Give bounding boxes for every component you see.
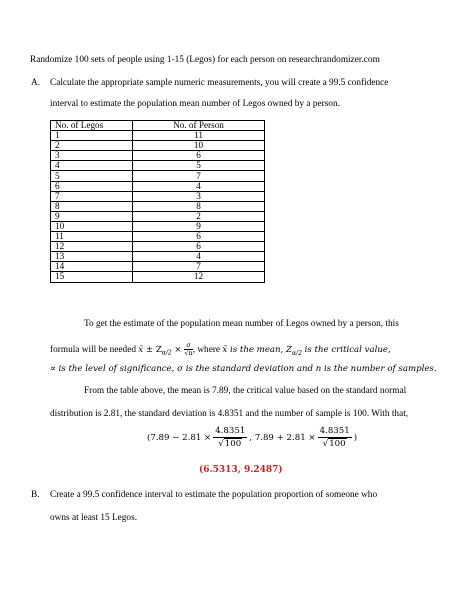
paragraph-line-2 bbox=[50, 342, 391, 357]
confidence-interval-formula bbox=[147, 426, 357, 450]
header-no-of-legos: No. of Legos bbox=[51, 121, 133, 131]
formula-intro-text: formula will be needed bbox=[50, 345, 136, 355]
intro-text: Randomize 100 sets of people using 1-15 (Legos) for each person on researchrandomizer.com bbox=[30, 55, 380, 65]
where-definition: x̄ is the mean, Z bbox=[222, 345, 292, 355]
cell-no-of-person: 12 bbox=[133, 272, 265, 282]
table-row bbox=[51, 242, 265, 252]
table-row bbox=[51, 161, 265, 171]
estimate-formula bbox=[138, 341, 193, 357]
cell-no-of-legos: 14 bbox=[51, 262, 133, 272]
formula-times: × bbox=[174, 345, 182, 355]
cell-no-of-person: 7 bbox=[133, 171, 265, 181]
cell-no-of-legos: 3 bbox=[51, 151, 133, 161]
paragraph-line-1: To get the estimate of the population mean number of Legos owned by a person, this bbox=[84, 319, 399, 329]
cell-no-of-person: 3 bbox=[133, 191, 265, 201]
cell-no-of-legos: 10 bbox=[51, 221, 133, 231]
cell-no-of-legos: 7 bbox=[51, 191, 133, 201]
where-label: , where bbox=[192, 345, 221, 355]
paragraph-line-4: From the table above, the mean is 7.89, the critical value based on the standard normal bbox=[84, 386, 407, 396]
legos-table bbox=[50, 120, 265, 283]
table-row bbox=[51, 181, 265, 191]
paragraph-line-3: ∝ is the level of significance, σ is the standard deviation and n is the number of samples. bbox=[50, 364, 437, 374]
ci-fraction-2 bbox=[318, 426, 352, 450]
question-b-line-2: owns at least 15 Legos. bbox=[50, 513, 138, 523]
table-header-row bbox=[51, 121, 265, 131]
table-row bbox=[51, 141, 265, 151]
ci-formula-mid: , 7.89 + 2.81 × bbox=[249, 433, 316, 443]
table-row bbox=[51, 171, 265, 181]
cell-no-of-legos: 2 bbox=[51, 141, 133, 151]
table-row bbox=[51, 252, 265, 262]
confidence-interval-result: (6.5313, 9.2487) bbox=[199, 465, 283, 475]
table-body bbox=[51, 131, 265, 282]
cell-no-of-legos: 11 bbox=[51, 232, 133, 242]
table-row bbox=[51, 131, 265, 141]
formula-pm-z: ± Z bbox=[145, 345, 162, 355]
cell-no-of-legos: 6 bbox=[51, 181, 133, 191]
cell-no-of-person: 8 bbox=[133, 201, 265, 211]
ci-denominator-2: √ 100 bbox=[322, 439, 346, 449]
cell-no-of-person: 2 bbox=[133, 211, 265, 221]
table-row bbox=[51, 232, 265, 242]
cell-no-of-person: 9 bbox=[133, 221, 265, 231]
ci-formula-open: (7.89 − 2.81 × bbox=[147, 433, 212, 443]
cell-no-of-person: 11 bbox=[133, 131, 265, 141]
header-no-of-person: No. of Person bbox=[133, 121, 265, 131]
cell-no-of-legos: 1 bbox=[51, 131, 133, 141]
cell-no-of-person: 5 bbox=[133, 161, 265, 171]
formula-fraction bbox=[184, 342, 192, 357]
formula-xbar: x̄ bbox=[138, 345, 144, 355]
table-row bbox=[51, 211, 265, 221]
paragraph-line-5: distribution is 2.81, the standard deviation is 4.8351 and the number of sample is 100. With that, bbox=[50, 409, 409, 419]
table-row bbox=[51, 262, 265, 272]
table-row bbox=[51, 191, 265, 201]
formula-subscript: α/2 bbox=[161, 349, 172, 357]
question-a-line-2: interval to estimate the population mean number of Legos owned by a person. bbox=[50, 99, 340, 109]
ci-denominator-1: √ 100 bbox=[218, 439, 242, 449]
question-b-marker: B. bbox=[31, 490, 40, 500]
table-row bbox=[51, 221, 265, 231]
cell-no-of-person: 4 bbox=[133, 181, 265, 191]
table-row bbox=[51, 151, 265, 161]
question-a-marker: A. bbox=[31, 78, 41, 88]
cell-no-of-person: 7 bbox=[133, 262, 265, 272]
cell-no-of-person: 6 bbox=[133, 151, 265, 161]
where-definition-end: is the critical value, bbox=[301, 345, 391, 355]
question-a-line-1: Calculate the appropriate sample numeric measurements, you will create a 99.5 confidence bbox=[50, 78, 389, 88]
cell-no-of-legos: 8 bbox=[51, 201, 133, 211]
cell-no-of-person: 6 bbox=[133, 242, 265, 252]
ci-numerator-2: 4.8351 bbox=[319, 426, 350, 436]
formula-sigma: σ bbox=[186, 341, 191, 349]
table-row bbox=[51, 272, 265, 282]
cell-no-of-person: 6 bbox=[133, 232, 265, 242]
cell-no-of-legos: 9 bbox=[51, 211, 133, 221]
cell-no-of-legos: 15 bbox=[51, 272, 133, 282]
ci-numerator-1: 4.8351 bbox=[215, 426, 246, 436]
formula-sqrt-n: √n bbox=[184, 349, 193, 357]
question-b-line-1: Create a 99.5 confidence interval to estimate the population proportion of someone who bbox=[50, 490, 378, 500]
table-row bbox=[51, 201, 265, 211]
ci-fraction-1 bbox=[213, 426, 247, 450]
cell-no-of-legos: 12 bbox=[51, 242, 133, 252]
cell-no-of-legos: 13 bbox=[51, 252, 133, 262]
cell-no-of-person: 10 bbox=[133, 141, 265, 151]
cell-no-of-legos: 4 bbox=[51, 161, 133, 171]
where-subscript: α/2 bbox=[292, 349, 302, 357]
cell-no-of-legos: 5 bbox=[51, 171, 133, 181]
cell-no-of-person: 4 bbox=[133, 252, 265, 262]
ci-formula-close: ) bbox=[353, 433, 358, 443]
